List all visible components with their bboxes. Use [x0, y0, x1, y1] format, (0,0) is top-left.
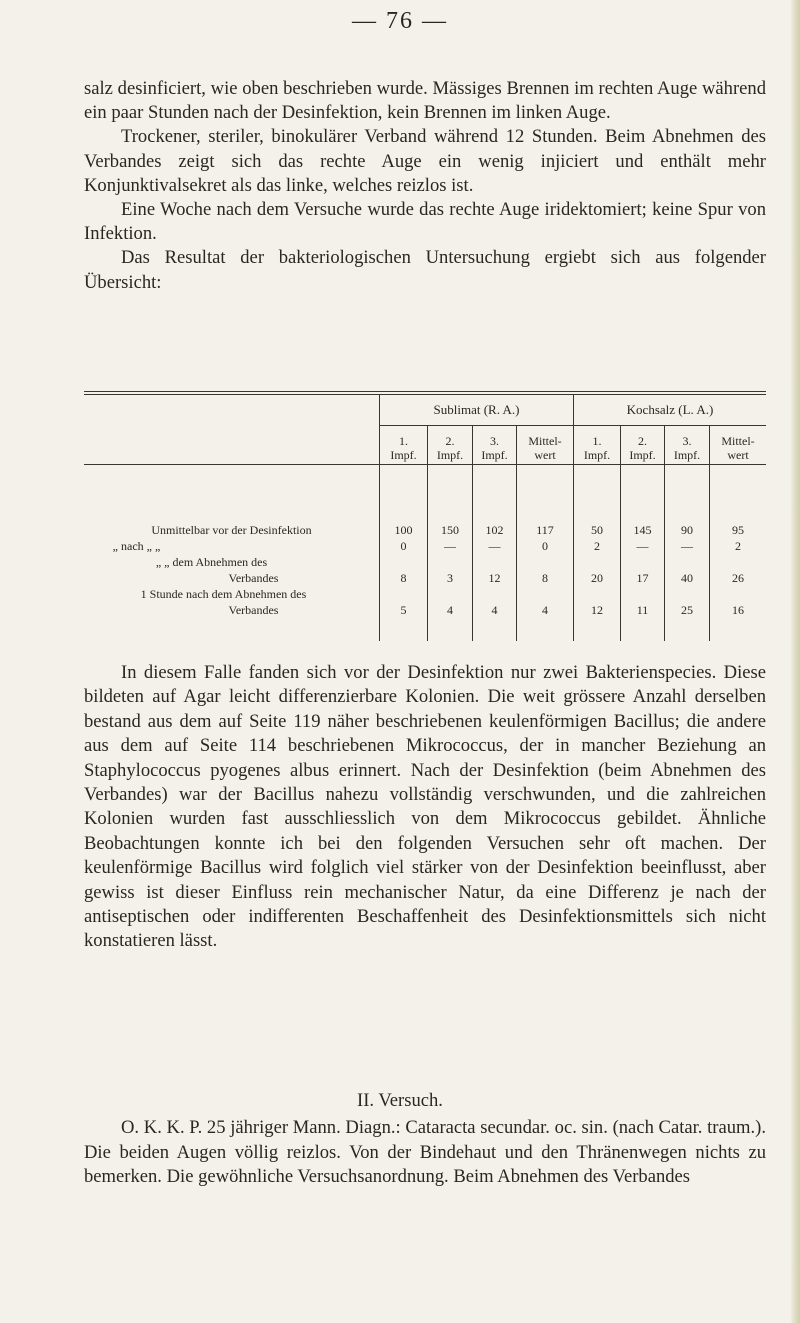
sub-header-line: 1. — [592, 434, 602, 448]
paragraph: O. K. K. P. 25 jähriger Mann. Diagn.: Cataracta secundar. oc. sin. (nach Catar. traum.). Die beiden Augen völlig reizlos. Von der Bindehaut und den Thränenwegen nichts zu bemerken. Die gewöhnliche Versuchsanordnung. Beim Abnehmen des Verbandes — [84, 1117, 766, 1187]
sub-header — [428, 434, 472, 462]
table-cell: 2 — [594, 539, 600, 553]
table-cell: 40 — [681, 571, 693, 585]
table-cell: 5 — [400, 603, 407, 617]
table-cell: 50 — [591, 523, 603, 537]
table-cell: 3 — [447, 571, 453, 585]
paragraph: Eine Woche nach dem Versuche wurde das rechte Auge iridektomiert; keine Spur von Infektion. — [84, 199, 766, 245]
sub-header — [665, 434, 709, 462]
table-cell: 26 — [732, 571, 744, 585]
page-number: — 76 — — [352, 8, 448, 34]
sub-header-line: Impf. — [673, 448, 701, 462]
sub-header — [574, 434, 620, 462]
paragraph: salz desinficiert, wie oben beschrieben wurde. Mässiges Brennen im rechten Auge während ein paar Stunden nach der Desinfektion, kein Brennen im linken Auge. — [84, 78, 766, 124]
table-cell: — — [681, 539, 693, 553]
table-cell: 117 — [536, 523, 554, 537]
section-heading: II. Versuch. — [357, 1090, 443, 1111]
sub-header-line: 1. — [399, 434, 408, 448]
table-cell: — — [636, 539, 649, 553]
row-label: 1 Stunde nach dem Abnehmen des — [140, 587, 307, 601]
row-label: „ nach „ „ — [112, 539, 161, 553]
table-cell: 8 — [400, 571, 407, 585]
paragraph: In diesem Falle fanden sich vor der Desinfektion nur zwei Bakterienspecies. Diese bildeten auf Agar leicht differenzierbare Kolonien. Die weit grössere Anzahl derselben bestand aus dem auf Seite 119 näher beschriebenen keulenförmigen Bacillus; die andere aus dem auf Seite 114 beschriebenen Mikrococcus, der in mancher Beziehung an Staphylococcus pyogenes albus erinnert. Nach der Desinfektion (beim Abnehmen des Verbandes) war der Bacillus nahezu vollständig verschwunden, und die zahlreichen Kolonien wurden fast ausschliesslich von dem Mikrococcus gebildet. Ähnliche Beobachtungen konnte ich bei den folgenden Versuchen sehr oft machen. Der keulenförmige Bacillus wird folglich viel stärker von der Desinfektion beeinflusst, aber gewiss ist dieser Einfluss rein mechanischer Natur, da eine Differenz je nach der antiseptischen oder indifferenten Beschaffenheit des Desinfektionsmittels sich nicht konstatieren lässt. — [84, 662, 766, 952]
table-cell: 25 — [681, 603, 693, 617]
sub-header — [380, 434, 427, 462]
table-cell: 8 — [542, 571, 548, 585]
table-cell: 95 — [732, 523, 744, 537]
row-label: Verbandes — [228, 571, 279, 585]
text-block-middle — [84, 661, 766, 954]
sub-header-line: Mittel- — [528, 434, 562, 448]
sub-header-line: Impf. — [583, 448, 611, 462]
table-top-rule — [84, 394, 766, 395]
table-cell: 20 — [591, 571, 603, 585]
table-cell: 4 — [491, 603, 498, 617]
sub-header-line: Impf. — [481, 448, 508, 462]
table-cell: — — [444, 539, 456, 553]
sub-header — [473, 434, 516, 462]
table-cell: 17 — [636, 571, 649, 585]
sub-header-line: Mittel- — [721, 434, 755, 448]
sub-header-line: Impf. — [629, 448, 656, 462]
table-cell: 12 — [591, 603, 603, 617]
results-table — [84, 391, 766, 641]
text-block-top — [84, 77, 766, 295]
sub-header — [710, 434, 766, 462]
table-cell: 4 — [447, 603, 453, 617]
table-cell: 16 — [732, 603, 744, 617]
table-cell: 2 — [735, 539, 741, 553]
table-cell: — — [488, 539, 501, 553]
paragraph: Das Resultat der bakteriologischen Untersuchung ergiebt sich aus folgender Übersicht: — [84, 247, 766, 293]
table-cell: 145 — [633, 523, 652, 537]
sub-header-line: Impf. — [390, 448, 417, 462]
table-cell: 0 — [400, 539, 407, 553]
table-cell: 150 — [441, 523, 459, 537]
table-cell: 90 — [681, 523, 693, 537]
table-cell: 11 — [636, 603, 649, 617]
table-top-rule — [84, 391, 766, 392]
sub-header-line: 2. — [638, 434, 647, 448]
sub-header-line: 2. — [445, 434, 455, 448]
table-cell: 100 — [394, 523, 413, 537]
row-label: „ „ dem Abnehmen des — [155, 555, 268, 569]
table-cell: 12 — [488, 571, 501, 585]
sub-header-line: Impf. — [436, 448, 464, 462]
row-label: Verbandes — [228, 603, 279, 617]
group-header-sublimat: Sublimat (R. A.) — [433, 402, 520, 417]
text-block-bottom — [84, 1116, 766, 1190]
sub-header-line: wert — [727, 448, 749, 462]
table-cell: 0 — [542, 539, 548, 553]
sub-header-line: 3. — [682, 434, 692, 448]
page-edge — [790, 0, 800, 1323]
sub-header — [517, 434, 573, 462]
sub-header — [621, 434, 664, 462]
sub-header-line: 3. — [490, 434, 499, 448]
group-header-kochsalz: Kochsalz (L. A.) — [626, 402, 714, 417]
paragraph: Trockener, steriler, binokulärer Verband während 12 Stunden. Beim Abnehmen des Verbandes zeigt sich das rechte Auge ein wenig injiciert und enthält mehr Konjunktivalsekret als das linke, welches reizlos ist. — [84, 126, 766, 196]
table-cell: 102 — [485, 523, 504, 537]
sub-header-line: wert — [534, 448, 556, 462]
row-label: Unmittelbar vor der Desinfektion — [151, 523, 312, 537]
table-cell: 4 — [542, 603, 548, 617]
